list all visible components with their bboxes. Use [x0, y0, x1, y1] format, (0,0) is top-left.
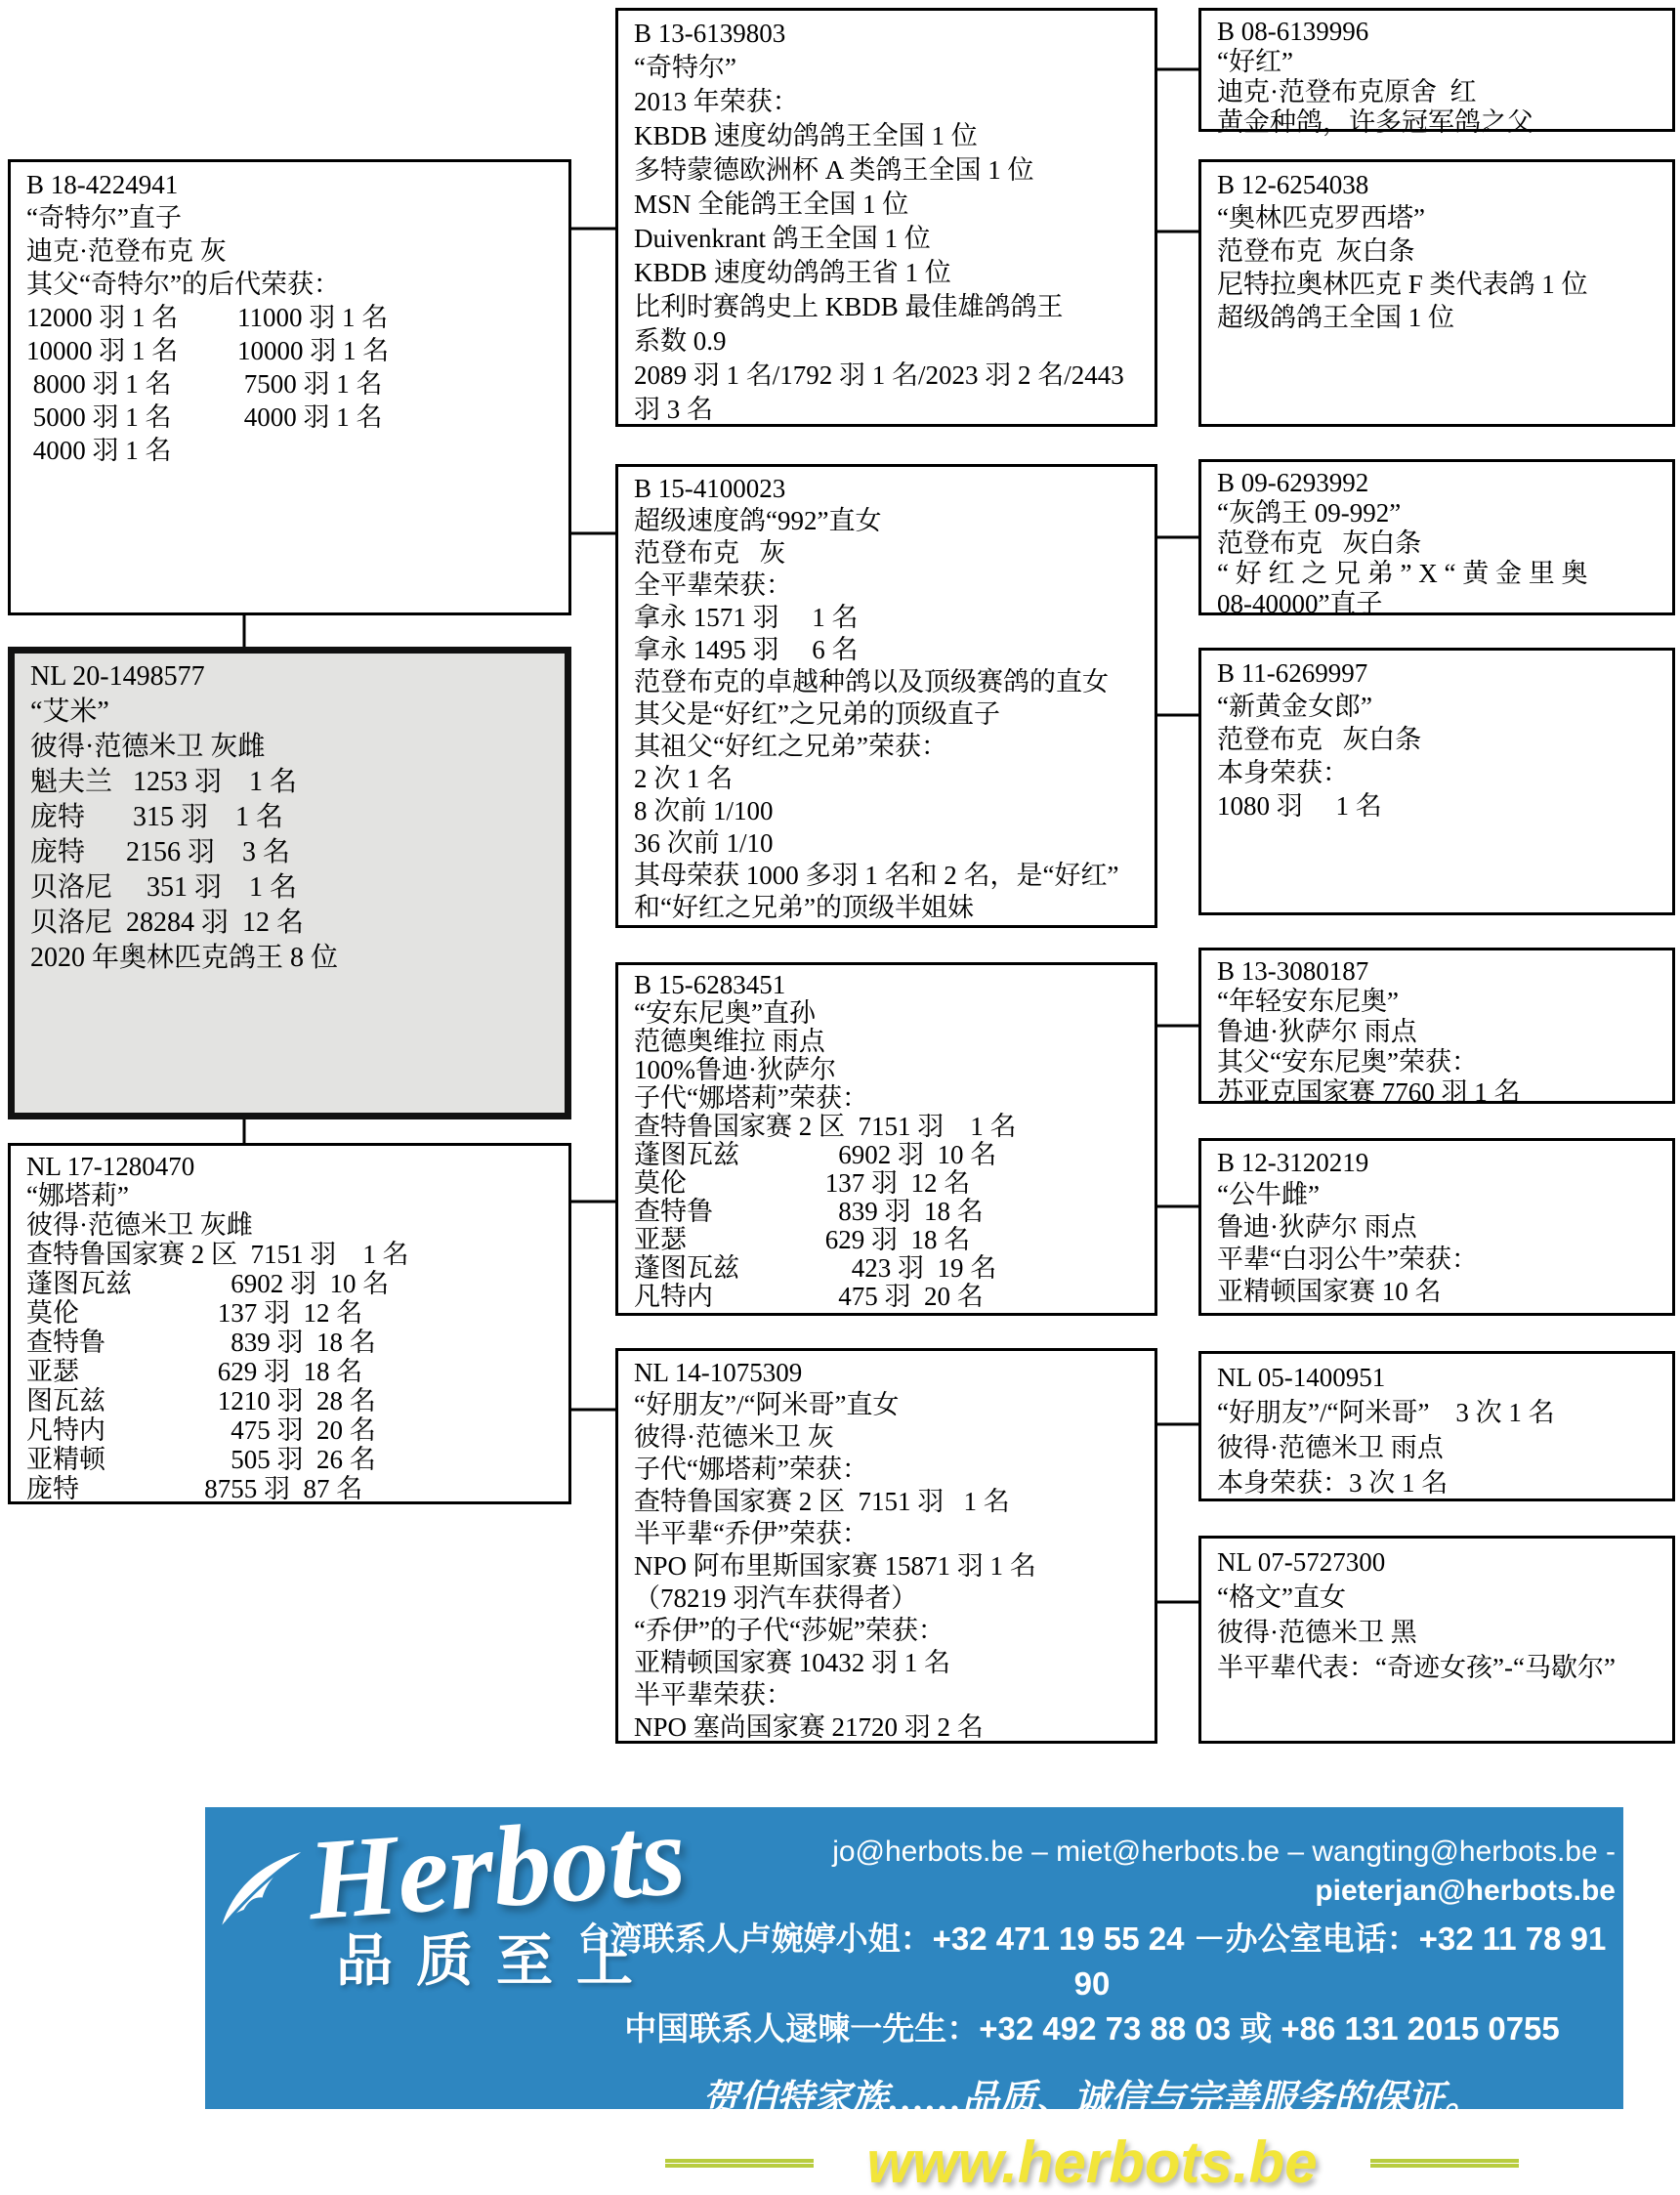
- box-line: “奇特尔”直子: [26, 203, 182, 232]
- box-line: 多特蒙德欧洲杯 A 类鸽王全国 1 位: [634, 155, 1034, 185]
- box-line: 蓬图瓦兹 423 羽 19 名: [634, 1253, 997, 1283]
- box-line: B 09-6293992: [1217, 468, 1369, 497]
- box-line: 查特鲁国家赛 2 区 7151 羽 1 名: [634, 1112, 1017, 1141]
- box-line: “新黄金女郎”: [1217, 692, 1372, 721]
- box-line: 范登布克的卓越种鸽以及顶级赛鸽的直女: [634, 667, 1109, 696]
- box-line: 范登布克 灰: [634, 538, 786, 568]
- box-line: NL 05-1400951: [1217, 1363, 1386, 1392]
- box-line: KBDB 速度幼鸽鸽王省 1 位: [634, 258, 951, 287]
- box-line: “格文”直女: [1217, 1583, 1346, 1612]
- banner-emails-text: jo@herbots.be – miet@herbots.be – wangting@herbots.be -: [832, 1836, 1616, 1868]
- pedigree-box-dam-dam-dam: [1198, 1536, 1675, 1744]
- box-line: B 11-6269997: [1217, 658, 1368, 688]
- box-line: 范登布克 灰白条: [1217, 236, 1415, 266]
- box-line: 彼得·范德米卫 灰雌: [30, 732, 266, 762]
- box-line: 彼得·范德米卫 雨点: [1217, 1433, 1444, 1462]
- logo-slogan: 品质至上: [335, 1929, 656, 1993]
- box-line: “奇特尔”: [634, 53, 736, 82]
- pedigree-box-sire: [8, 159, 571, 615]
- pedigree-box-dam-dam-sire: [1198, 1351, 1675, 1501]
- banner-contact-block: [568, 1833, 1616, 2194]
- box-line: B 08-6139996: [1217, 17, 1369, 46]
- box-line: 羽 3 名: [634, 395, 713, 424]
- feather-icon: [202, 1844, 322, 1933]
- box-line: 本身荣获：3 次 1 名: [1217, 1468, 1449, 1498]
- box-line: B 15-4100023: [634, 474, 786, 503]
- box-line: NPO 塞尚国家赛 21720 羽 2 名: [634, 1712, 984, 1742]
- box-line: NL 07-5727300: [1217, 1547, 1386, 1577]
- box-line: 亚精顿国家赛 10432 羽 1 名: [634, 1648, 950, 1677]
- box-line: 2089 羽 1 名/1792 羽 1 名/2023 羽 2 名/2443: [634, 360, 1124, 390]
- box-line: 查特鲁 839 羽 18 名: [634, 1197, 984, 1226]
- box-line: B 13-6139803: [634, 19, 786, 48]
- banner-contact-china: 中国联系人逯暕一先生：+32 492 73 88 03 或 +86 131 2015 0755: [624, 2010, 1560, 2047]
- box-line: MSN 全能鸽王全国 1 位: [634, 190, 909, 219]
- box-line: NPO 阿布里斯国家赛 15871 羽 1 名: [634, 1551, 1036, 1581]
- box-line: 本身荣获：: [1217, 758, 1349, 787]
- box-line: 半平辈荣获：: [634, 1680, 792, 1710]
- box-line: KBDB 速度幼鸽鸽王全国 1 位: [634, 121, 978, 150]
- box-line: “乔伊”的子代“莎妮”荣获：: [634, 1616, 945, 1645]
- box-line: 查特鲁 839 羽 18 名: [26, 1328, 376, 1357]
- box-line: 2013 年荣获：: [634, 87, 799, 116]
- box-line: 彼得·范德米卫 灰: [634, 1422, 834, 1452]
- box-line: 超级速度鸽“992”直女: [634, 506, 882, 535]
- box-line: 半平辈代表：“奇迹女孩”-“马歇尔”: [1217, 1653, 1616, 1682]
- box-line: 其母荣获 1000 多羽 1 名和 2 名，是“好红”: [634, 861, 1119, 890]
- box-line: NL 17-1280470: [26, 1152, 195, 1181]
- pedigree-box-dam-sire-sire: [1198, 948, 1675, 1107]
- box-line: 庞特 315 羽 1 名: [30, 802, 284, 832]
- box-line: “好红”: [1217, 47, 1293, 76]
- box-line: 苏亚克国家赛 7760 羽 1 名: [1217, 1077, 1521, 1107]
- box-line: 彼得·范德米卫 黑: [1217, 1618, 1417, 1647]
- pedigree-box-sire-dam-dam: [1198, 648, 1675, 915]
- pedigree-box-sire-sire-sire: [1198, 8, 1675, 137]
- box-line: 莫伦 137 羽 12 名: [26, 1298, 363, 1328]
- box-line: 100%鲁迪·狄萨尔: [634, 1055, 836, 1084]
- box-line: 10000 羽 1 名 10000 羽 1 名: [26, 336, 390, 365]
- box-line: 36 次前 1/10: [634, 828, 774, 858]
- box-line: 亚瑟 629 羽 18 名: [634, 1225, 971, 1254]
- box-line: 蓬图瓦兹 6902 羽 10 名: [634, 1140, 997, 1169]
- box-line: B 15-6283451: [634, 970, 786, 999]
- box-line: “灰鸽王 09-992”: [1217, 498, 1402, 528]
- box-line: 查特鲁国家赛 2 区 7151 羽 1 名: [26, 1240, 409, 1269]
- box-line: 系数 0.9: [634, 326, 727, 356]
- box-line: 其父“奇特尔”的后代荣获：: [26, 270, 340, 299]
- banner-emails-bold: pieterjan@herbots.be: [1315, 1875, 1616, 1907]
- pedigree-box-dam-sire-dam: [1198, 1138, 1675, 1316]
- box-line: 图瓦兹 1210 羽 28 名: [26, 1386, 376, 1415]
- box-line: 鲁迪·狄萨尔 雨点: [1217, 1212, 1417, 1242]
- banner-website-row: [568, 2132, 1616, 2194]
- pedigree-box-sire-dam: [615, 464, 1157, 928]
- box-line: 魁夫兰 1253 羽 1 名: [30, 767, 298, 797]
- box-line: （78219 羽汽车获得者）: [634, 1583, 918, 1613]
- box-line: 和“好红之兄弟”的顶级半姐妹: [634, 893, 974, 922]
- box-line: 比利时赛鸽史上 KBDB 最佳雄鸽鸽王: [634, 292, 1064, 321]
- box-line: 贝洛尼 28284 羽 12 名: [30, 908, 305, 938]
- box-line: 2020 年奥林匹克鸽王 8 位: [30, 943, 339, 973]
- box-line: “安东尼奥”直孙: [634, 998, 816, 1028]
- banner-family-slogan: 贺伯特家族……品质、诚信与完善服务的保证。: [701, 2079, 1482, 2120]
- double-rule-left: [665, 2159, 814, 2168]
- box-line: “奥林匹克罗西塔”: [1217, 203, 1425, 232]
- pedigree-box-subject: [8, 647, 571, 1119]
- box-line: 查特鲁国家赛 2 区 7151 羽 1 名: [634, 1487, 1010, 1516]
- box-line: 子代“娜塔莉”荣获：: [634, 1083, 868, 1113]
- box-line: “娜塔莉”: [26, 1181, 129, 1210]
- logo-wordmark: Herbots: [303, 1790, 690, 1945]
- box-line: 凡特内 475 羽 20 名: [26, 1415, 376, 1445]
- box-line: “好朋友”/“阿米哥”直女: [634, 1390, 900, 1419]
- box-line: 亚精顿 505 羽 26 名: [26, 1445, 376, 1474]
- box-line: 拿永 1571 羽 1 名: [634, 603, 859, 632]
- box-line: 凡特内 475 羽 20 名: [634, 1282, 984, 1311]
- double-rule-right: [1370, 2159, 1519, 2168]
- box-line: 彼得·范德米卫 灰雌: [26, 1210, 253, 1240]
- pedigree-box-sire-sire: [615, 8, 1157, 427]
- box-line: 超级鸽鸽王全国 1 位: [1217, 303, 1454, 332]
- box-line: 2 次 1 名: [634, 764, 734, 793]
- box-line: 尼特拉奥林匹克 F 类代表鸽 1 位: [1217, 270, 1588, 299]
- box-line: B 12-3120219: [1217, 1148, 1369, 1177]
- box-line: “年轻安东尼奥”: [1217, 987, 1399, 1016]
- banner-emails: [568, 1833, 1616, 1911]
- box-line: 莫伦 137 羽 12 名: [634, 1168, 971, 1198]
- box-line: 半平辈“乔伊”荣获：: [634, 1519, 868, 1548]
- box-line: 范登布克 灰白条: [1217, 725, 1422, 754]
- box-line: 其父是“好红”之兄弟的顶级直子: [634, 699, 1000, 729]
- box-line: 其祖父“好红之兄弟”荣获：: [634, 732, 947, 761]
- website-url: www.herbots.be: [866, 2130, 1318, 2195]
- pedigree-box-sire-sire-dam: [1198, 159, 1675, 427]
- box-line: 子代“娜塔莉”荣获：: [634, 1455, 868, 1484]
- pedigree-box-dam: [8, 1143, 571, 1504]
- box-line: B 12-6254038: [1217, 170, 1369, 199]
- box-line: Duivenkrant 鸽王全国 1 位: [634, 224, 931, 253]
- box-line: B 13-3080187: [1217, 956, 1369, 986]
- box-line: NL 20-1498577: [30, 661, 205, 692]
- box-line: 贝洛尼 351 羽 1 名: [30, 872, 298, 903]
- box-line: 1080 羽 1 名: [1217, 791, 1382, 821]
- box-line: 8000 羽 1 名 7500 羽 1 名: [26, 369, 383, 399]
- box-line: 拿永 1495 羽 6 名: [634, 635, 859, 664]
- box-line: 8 次前 1/100: [634, 796, 774, 825]
- box-line: 亚瑟 629 羽 18 名: [26, 1357, 363, 1386]
- box-line: 范登布克 灰白条: [1217, 528, 1422, 558]
- box-line: 庞特 2156 羽 3 名: [30, 837, 291, 867]
- banner-contact-taiwan: 台湾联系人卢婉婷小姐：+32 471 19 55 24 －办公室电话：+32 11 78 91 90: [577, 1921, 1607, 2002]
- box-line: 12000 羽 1 名 11000 羽 1 名: [26, 303, 389, 332]
- box-line: 亚精顿国家赛 10 名: [1217, 1277, 1442, 1306]
- box-line: NL 14-1075309: [634, 1358, 803, 1387]
- box-line: “艾米”: [30, 696, 109, 727]
- herbots-banner: [205, 1790, 1623, 2195]
- box-line: B 18-4224941: [26, 170, 179, 199]
- box-line: 鲁迪·狄萨尔 雨点: [1217, 1017, 1417, 1046]
- box-line: 全平辈荣获：: [634, 570, 792, 600]
- pedigree-box-dam-sire: [615, 962, 1157, 1316]
- box-line: “公牛雌”: [1217, 1180, 1320, 1209]
- box-line: 平辈“白羽公牛”荣获：: [1217, 1245, 1478, 1274]
- box-line: 4000 羽 1 名: [26, 436, 172, 465]
- box-line: 蓬图瓦兹 6902 羽 10 名: [26, 1269, 390, 1298]
- box-line: 迪克·范登布克 灰: [26, 236, 227, 266]
- box-line: 5000 羽 1 名 4000 羽 1 名: [26, 402, 383, 432]
- box-line: 范德奥维拉 雨点: [634, 1027, 825, 1056]
- box-line: 黄金种鸽，许多冠军鸽之父: [1217, 107, 1533, 137]
- box-line: “ 好 红 之 兄 弟 ” X “ 黄 金 里 奥: [1217, 559, 1588, 588]
- box-line: 其父“安东尼奥”荣获：: [1217, 1047, 1478, 1076]
- pedigree-box-sire-dam-sire: [1198, 459, 1675, 618]
- box-line: 08-40000”直子: [1217, 589, 1383, 618]
- pedigree-box-dam-dam: [615, 1348, 1157, 1744]
- box-line: 迪克·范登布克原舍 红: [1217, 77, 1477, 106]
- box-line: “好朋友”/“阿米哥” 3 次 1 名: [1217, 1398, 1555, 1427]
- box-line: 庞特 8755 羽 87 名: [26, 1474, 363, 1503]
